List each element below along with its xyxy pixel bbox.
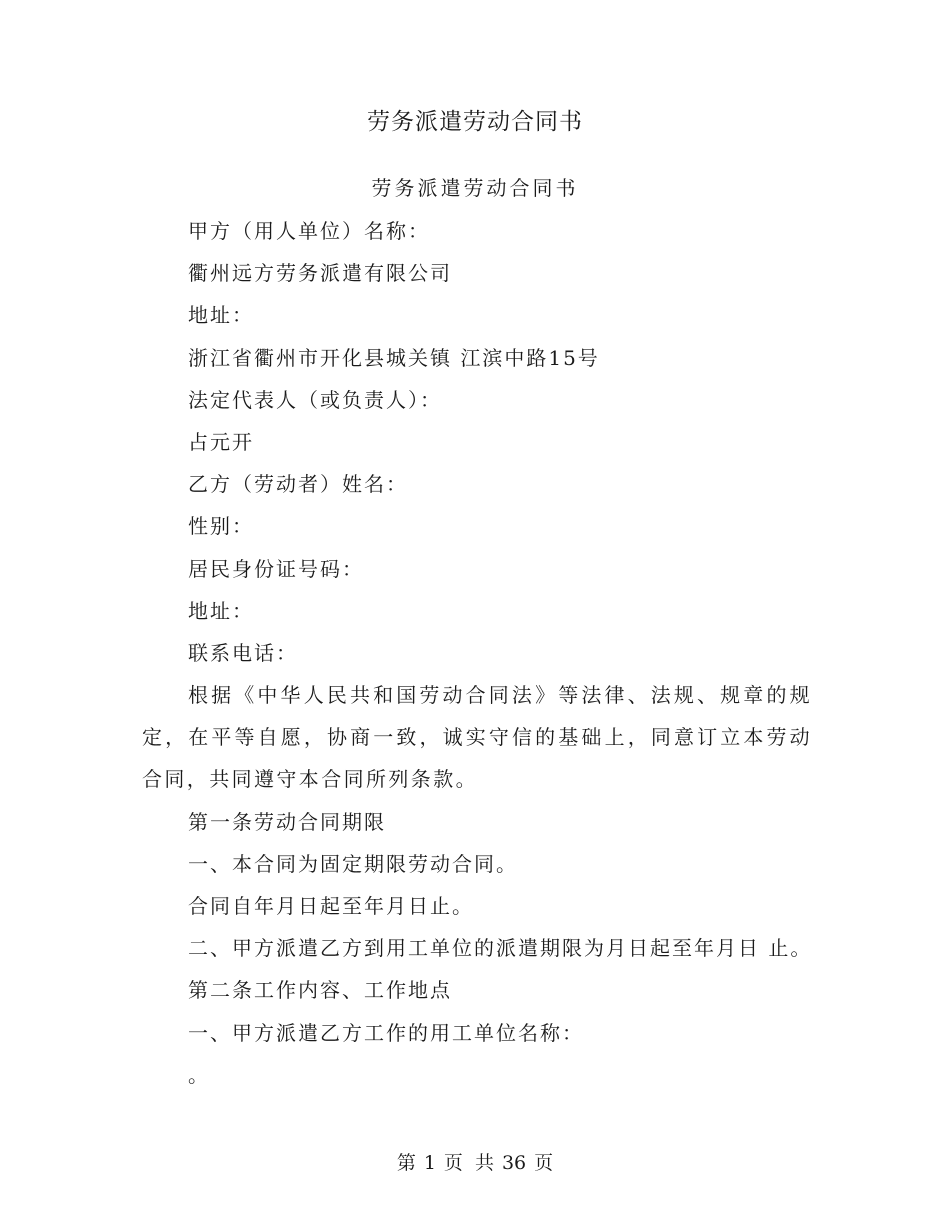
- party-b-address-label: 地址：: [188, 598, 254, 623]
- clause-1-term: 合同自年月日起至年月日止。: [188, 894, 474, 919]
- clause-2-blank: 。: [188, 1062, 210, 1087]
- party-a-address-label: 地址：: [188, 303, 254, 328]
- party-a-address-value: 浙江省衢州市开化县城关镇 江滨中路15号: [188, 345, 600, 370]
- page-number: 1: [423, 1152, 436, 1174]
- footer-suffix: 页: [534, 1152, 554, 1174]
- clause-2-heading: 第二条工作内容、工作地点: [188, 978, 452, 1003]
- document-subtitle: 劳务派遣劳动合同书: [371, 176, 579, 200]
- preamble-paragraph: 根据《中华人民共和国劳动合同法》等法律、法规、规章的规定，在平等自愿，协商一致，诚实守信的基础上，同意订立本劳动合同，共同遵守本合同所列条款。: [142, 683, 812, 792]
- party-a-name-value: 衢州远方劳务派遣有限公司: [188, 261, 452, 286]
- clause-2-item-1: 一、甲方派遣乙方工作的用工单位名称：: [188, 1020, 584, 1045]
- id-number-label: 居民身份证号码：: [188, 556, 364, 581]
- phone-label: 联系电话：: [188, 640, 298, 665]
- total-pages: 36: [501, 1152, 527, 1174]
- footer-middle: 页 共: [443, 1152, 494, 1174]
- legal-representative-label: 法定代表人（或负责人）：: [188, 387, 442, 412]
- clause-1-heading: 第一条劳动合同期限: [188, 809, 386, 834]
- clause-1-item-2: 二、甲方派遣乙方到用工单位的派遣期限为月日起至年月日 止。: [188, 936, 813, 961]
- gender-label: 性别：: [188, 514, 254, 539]
- party-b-name-label: 乙方（劳动者）姓名：: [188, 472, 408, 497]
- party-a-name-label: 甲方（用人单位）名称：: [188, 219, 430, 243]
- legal-representative-value: 占元开: [188, 429, 254, 454]
- clause-1-item-1: 一、本合同为固定期限劳动合同。: [188, 851, 518, 876]
- document-body: [142, 210, 812, 1096]
- footer-prefix: 第: [396, 1152, 416, 1174]
- page-footer: [0, 1148, 950, 1175]
- document-title: 劳务派遣劳动合同书: [367, 109, 583, 135]
